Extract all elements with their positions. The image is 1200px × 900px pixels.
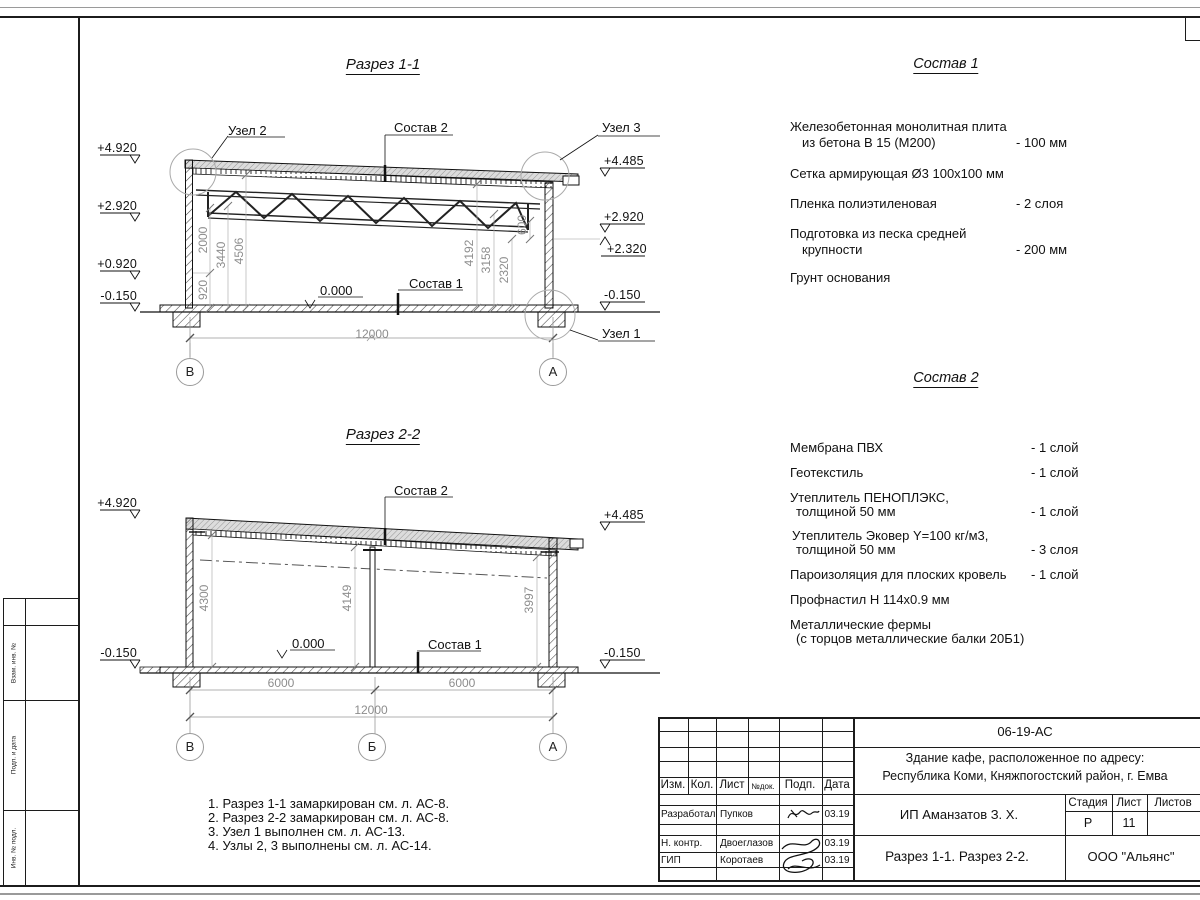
- elevation-label: +2.320: [607, 242, 647, 256]
- elevation-label: -0.150: [604, 646, 641, 660]
- tb-sheet-value: 11: [1122, 816, 1136, 830]
- side-stamp-label: Взам. инв. №: [10, 642, 18, 684]
- material-item: Пароизоляция для плоских кровель: [790, 567, 1007, 582]
- span-dimension: 12000: [354, 703, 388, 717]
- tb-col-izm: Изм.: [660, 779, 686, 791]
- titleblock-line: [658, 717, 660, 882]
- tb-doc-code: 06-19-АС: [997, 724, 1053, 739]
- zero-level-label: 0.000: [320, 283, 353, 298]
- titleblock-line: [748, 717, 749, 794]
- material-value: - 1 слой: [1031, 567, 1079, 582]
- note-line: 1. Разрез 1-1 замаркирован см. л. АС-8.: [208, 796, 450, 811]
- note-line: 2. Разрез 2-2 замаркирован см. л. АС-8.: [208, 810, 450, 825]
- side-stamp-inner: [25, 598, 26, 886]
- vertical-dimension: 4300: [197, 584, 211, 612]
- material-item: Утеплитель ПЕНОПЛЭКС,: [790, 490, 949, 505]
- titleblock-line: [658, 824, 853, 825]
- material-item: Сетка армирующая Ø3 100х100 мм: [790, 166, 1004, 181]
- section-2-2-title: Разрез 2-2: [345, 426, 421, 443]
- material-item: толщиной 50 мм: [796, 542, 896, 557]
- tb-object-line1: Здание кафе, расположенное по адресу:: [905, 751, 1145, 765]
- bay-dimension: 6000: [448, 676, 476, 690]
- vertical-dimension: 2320: [497, 256, 511, 284]
- side-stamp-outer: [3, 598, 4, 886]
- elevation-label: +4.485: [604, 154, 644, 168]
- sostav-1-ref-label: Состав 1: [409, 276, 463, 291]
- node-1-label: Узел 1: [602, 326, 641, 341]
- elevation-label: -0.150: [604, 288, 641, 302]
- frame-left: [78, 16, 80, 887]
- vertical-dimension: 3158: [479, 246, 493, 274]
- section-1-1-title: Разрез 1-1: [345, 56, 421, 73]
- titleblock-line: [853, 717, 855, 881]
- vertical-dimension: 4506: [232, 237, 246, 265]
- titleblock-line: [1147, 794, 1148, 836]
- material-value: - 1 слой: [1031, 504, 1079, 519]
- sostav-2-title: Состав 2: [913, 370, 979, 386]
- titleblock-line: [658, 794, 1200, 795]
- titleblock-line: [658, 747, 1200, 748]
- signature: [778, 835, 826, 877]
- tb-date: 03.19: [824, 838, 850, 849]
- note-line: 4. Узлы 2, 3 выполнены см. л. АС-14.: [208, 838, 432, 853]
- material-item: Грунт основания: [790, 270, 891, 285]
- elevation-label: +0.920: [97, 257, 137, 271]
- titleblock-line: [658, 880, 1200, 882]
- titleblock-line: [658, 835, 1200, 836]
- tb-name: Коротаев: [720, 855, 764, 866]
- node-2-label: Узел 2: [228, 123, 267, 138]
- vertical-dimension: 920: [196, 279, 210, 301]
- side-stamp-label: Подп. и дата: [10, 735, 18, 775]
- corner-code-box: [1185, 16, 1186, 40]
- frame-top: [0, 16, 1200, 18]
- elevation-label: +2.920: [604, 210, 644, 224]
- node-3-label: Узел 3: [602, 120, 641, 135]
- tb-col-podp: Подп.: [784, 779, 816, 791]
- material-item: Железобетонная монолитная плита: [790, 119, 1007, 134]
- tb-role: Разработал: [661, 809, 716, 820]
- titleblock-line: [1065, 794, 1066, 881]
- material-item: Утеплитель Эковер Y=100 кг/м3,: [792, 528, 989, 543]
- sostav-2-ref-label: Состав 2: [394, 120, 448, 135]
- axis-mark: Б: [358, 733, 386, 761]
- material-item: Пленка полиэтиленовая: [790, 196, 937, 211]
- tb-name: Двоеглазов: [720, 838, 774, 849]
- tb-sheets-header: Листов: [1154, 797, 1192, 809]
- corner-code-box-bottom: [1185, 40, 1200, 41]
- material-item: (с торцов металлические балки 20Б1): [796, 631, 1025, 646]
- material-value: - 200 мм: [1016, 242, 1068, 257]
- elevation-label: +4.920: [97, 496, 137, 510]
- material-value: - 1 слой: [1031, 440, 1079, 455]
- side-stamp-label: Инв. № подл.: [10, 827, 18, 869]
- sostav-1-ref-label: Состав 1: [428, 637, 482, 652]
- side-stamp-line: [3, 625, 79, 626]
- tb-object-line2: Республика Коми, Княжпогостский район, г. Емва: [882, 769, 1168, 783]
- titleblock-line: [1112, 794, 1113, 836]
- side-stamp-line: [3, 810, 79, 811]
- axis-mark: А: [539, 733, 567, 761]
- axis-mark: В: [176, 358, 204, 386]
- elevation-label: -0.150: [100, 646, 137, 660]
- material-item: толщиной 50 мм: [796, 504, 896, 519]
- section-1-1-drawing: [85, 95, 685, 395]
- tb-stage-header: Стадия: [1068, 797, 1108, 809]
- material-item: Металлические фермы: [790, 617, 931, 632]
- axis-mark: В: [176, 733, 204, 761]
- tb-sheet-title: Разрез 1-1. Разрез 2-2.: [885, 849, 1029, 864]
- tb-stage-value: Р: [1083, 816, 1093, 830]
- titleblock-line: [658, 805, 853, 806]
- titleblock-line: [688, 717, 689, 794]
- side-stamp-line: [3, 700, 79, 701]
- titleblock-line: [716, 717, 717, 881]
- tb-date: 03.19: [824, 809, 850, 820]
- tb-role: ГИП: [661, 855, 681, 866]
- sostav-2-ref-label: Состав 2: [394, 483, 448, 498]
- vertical-dimension: 4192: [462, 239, 476, 267]
- titleblock-line: [1065, 811, 1200, 812]
- axis-mark: А: [539, 358, 567, 386]
- elevation-label: -0.150: [100, 289, 137, 303]
- material-value: - 2 слоя: [1016, 196, 1064, 211]
- material-item: из бетона В 15 (М200): [802, 135, 936, 150]
- material-value: - 3 слоя: [1031, 542, 1079, 557]
- tb-col-list: Лист: [719, 779, 745, 791]
- paper-edge-top: [0, 7, 1200, 8]
- note-line: 3. Узел 1 выполнен см. л. АС-13.: [208, 824, 406, 839]
- material-item: крупности: [802, 242, 863, 257]
- material-item: Подготовка из песка средней: [790, 226, 967, 241]
- material-item: Геотекстиль: [790, 465, 864, 480]
- frame-bottom: [0, 885, 1200, 887]
- titleblock-line: [658, 717, 1200, 719]
- material-item: Профнастил Н 114х0.9 мм: [790, 592, 950, 607]
- tb-name: Пупков: [720, 809, 753, 820]
- bay-dimension: 6000: [267, 676, 295, 690]
- vertical-dimension: 3440: [214, 241, 228, 269]
- sostav-1-title: Состав 1: [913, 56, 979, 72]
- material-value: - 100 мм: [1016, 135, 1068, 150]
- tb-col-ndok: №док.: [751, 782, 775, 791]
- tb-col-kol: Кол.: [690, 779, 714, 791]
- vertical-dimension: 2000: [196, 226, 210, 254]
- section-2-2-drawing: [85, 480, 685, 780]
- tb-client: ИП Аманзатов З. Х.: [899, 807, 1019, 822]
- material-item: Мембрана ПВХ: [790, 440, 884, 455]
- vertical-dimension: 4149: [340, 584, 354, 612]
- tb-col-data: Дата: [824, 779, 850, 791]
- signature: [785, 806, 821, 822]
- zero-level-label: 0.000: [292, 636, 325, 651]
- tb-role: Н. контр.: [661, 838, 703, 849]
- elevation-label: +4.920: [97, 141, 137, 155]
- tb-sheet-header: Лист: [1116, 797, 1142, 809]
- vertical-dimension: 3997: [522, 586, 536, 614]
- tb-organization: ООО "Альянс": [1087, 849, 1175, 864]
- elevation-label: +4.485: [604, 508, 644, 522]
- paper-edge-bottom: [0, 893, 1200, 895]
- elevation-label: +2.920: [97, 199, 137, 213]
- span-dimension: 12000: [355, 327, 389, 341]
- material-value: - 1 слой: [1031, 465, 1079, 480]
- tb-date: 03.19: [824, 855, 850, 866]
- vertical-dimension: 600: [515, 214, 529, 236]
- side-stamp-line: [3, 598, 79, 599]
